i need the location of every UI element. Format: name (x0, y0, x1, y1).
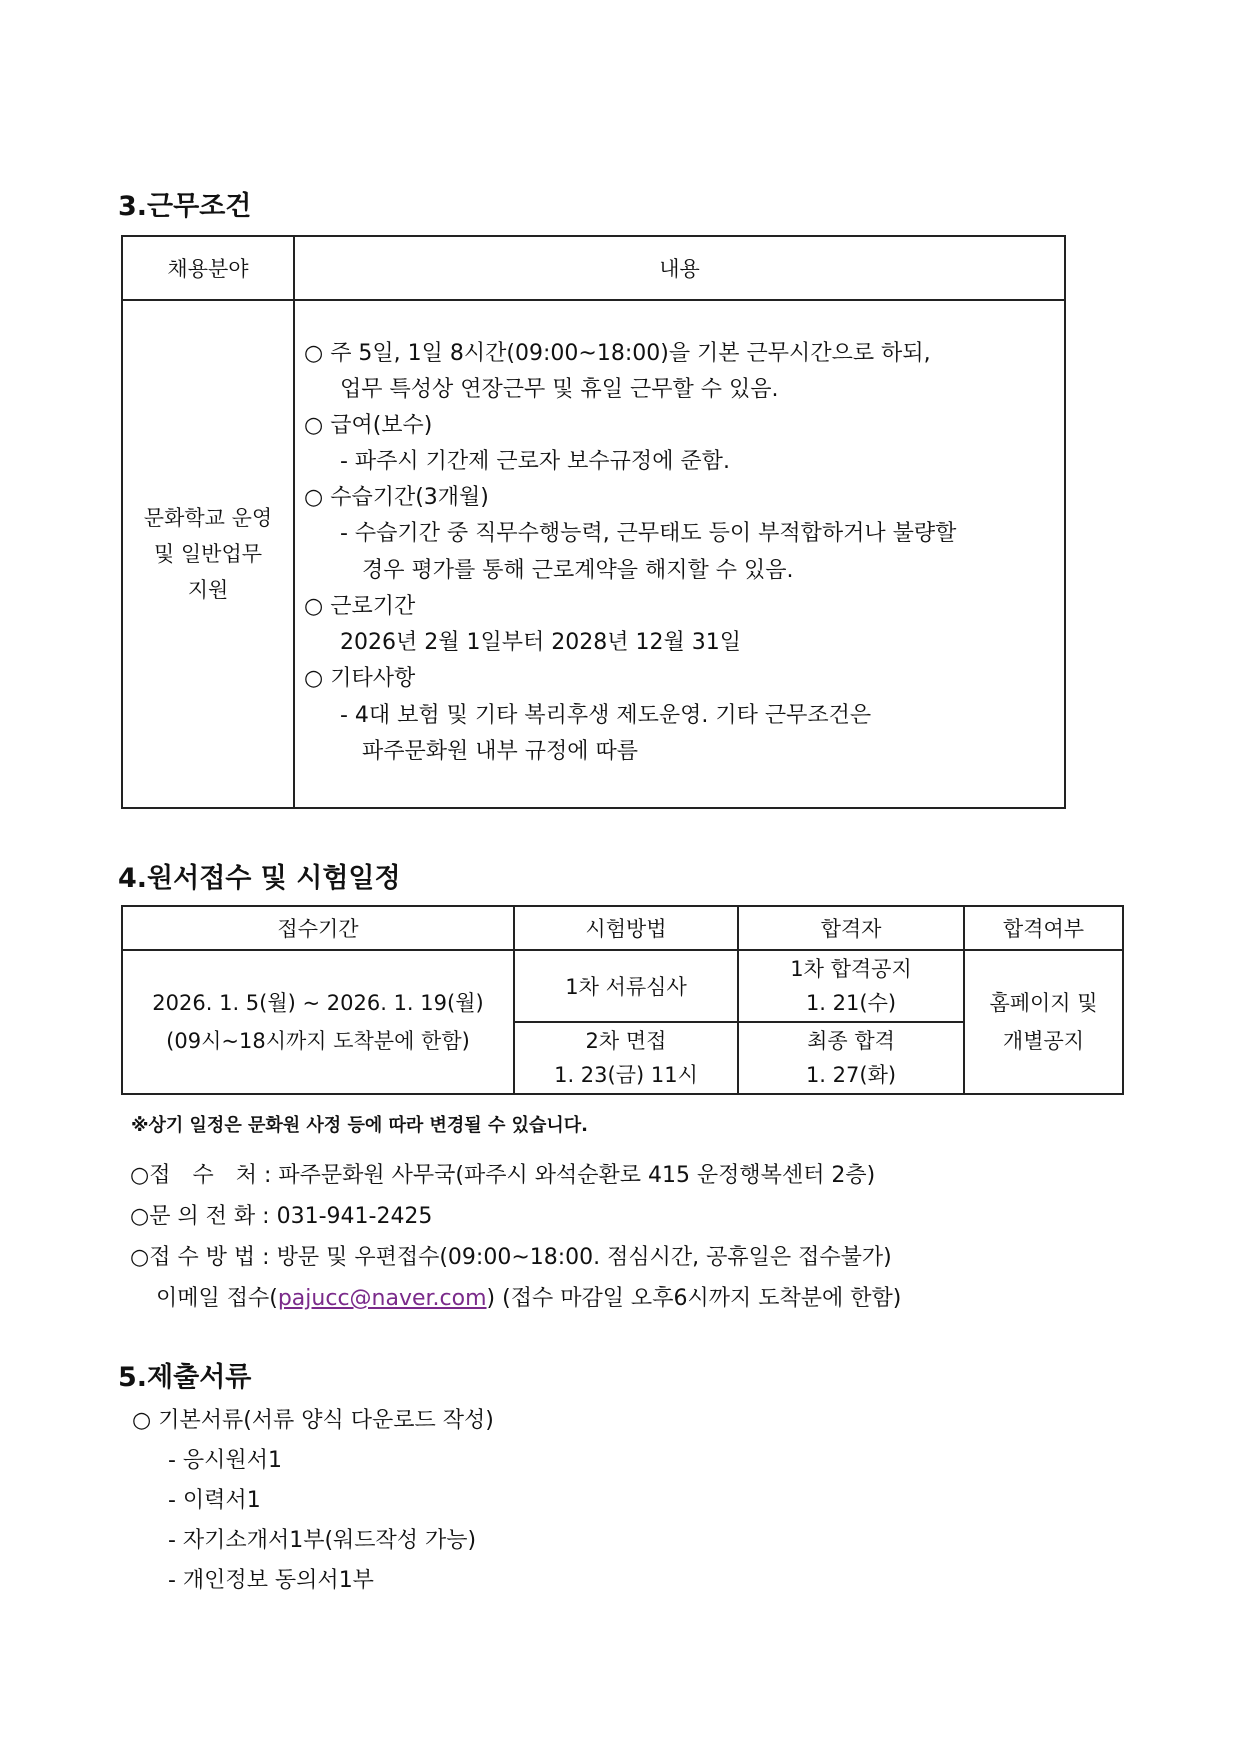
condition-line: ○ 주 5일, 1일 8시간(09:00~18:00)을 기본 근무시간으로 하되, (304, 341, 931, 366)
info-place: ○접 수 처 : 파주문화원 사무국(파주시 와석순환로 415 운정행복센터 2층) (130, 1163, 876, 1188)
header-method: 시험방법 (514, 906, 738, 950)
condition-line: 파주문화원 내부 규정에 따름 (362, 739, 639, 764)
condition-line: - 수습기간 중 직무수행능력, 근무태도 등이 부적합하거나 불량할 (340, 521, 957, 546)
field-cell (122, 300, 294, 808)
info-method: ○접 수 방 법 : 방문 및 우편접수(09:00~18:00. 점심시간, 공휴일은 접수불가) (130, 1245, 892, 1270)
method-2 (514, 1022, 738, 1094)
period-date: 2026. 1. 5(월) ~ 2026. 1. 19(월) (152, 991, 484, 1015)
condition-line: 경우 평가를 통해 근로계약을 해지할 수 있음. (362, 558, 794, 583)
result-line: 홈페이지 및 (989, 991, 1098, 1015)
pass-1-label: 1차 합격공지 (790, 957, 912, 981)
header-period: 접수기간 (122, 906, 514, 950)
condition-line: ○ 수습기간(3개월) (304, 485, 489, 510)
info-email-line (156, 1281, 901, 1312)
header-field: 채용분야 (122, 236, 294, 300)
method-1: 1차 서류심사 (514, 950, 738, 1022)
condition-line: ○ 근로기간 (304, 594, 416, 619)
document-item: - 개인정보 동의서1부 (168, 1568, 374, 1593)
header-result: 합격여부 (964, 906, 1123, 950)
method-2-date: 1. 23(금) 11시 (554, 1063, 698, 1087)
pass-2-date: 1. 27(화) (805, 1063, 897, 1087)
header-content: 내용 (294, 236, 1065, 300)
method-2-label: 2차 면접 (585, 1029, 667, 1053)
document-item: - 자기소개서1부(워드작성 가능) (168, 1528, 477, 1553)
result-line: 개별공지 (1002, 1029, 1085, 1053)
email-suffix: ) (접수 마감일 오후6시까지 도착분에 한함) (486, 1286, 902, 1311)
condition-line: ○ 기타사항 (304, 666, 416, 691)
condition-line: 업무 특성상 연장근무 및 휴일 근무할 수 있음. (340, 377, 779, 402)
condition-line: - 파주시 기간제 근로자 보수규정에 준함. (340, 449, 730, 474)
pass-1-date: 1. 21(수) (805, 991, 897, 1015)
field-line: 문화학교 운영 (143, 506, 273, 530)
info-phone: ○문 의 전 화 : 031-941-2425 (130, 1204, 433, 1229)
condition-line: 2026년 2월 1일부터 2028년 12월 31일 (340, 630, 741, 655)
email-link[interactable]: pajucc@naver.com (277, 1286, 487, 1311)
schedule-table (121, 905, 1124, 1095)
section-5-title: 5.제출서류 (118, 1362, 252, 1393)
header-pass: 합격자 (738, 906, 964, 950)
section-4-title: 4.원서접수 및 시험일정 (118, 863, 401, 894)
pass-1 (738, 950, 964, 1022)
condition-line: ○ 급여(보수) (304, 413, 433, 438)
period-time: (09시~18시까지 도착분에 한함) (166, 1029, 470, 1053)
field-line: 지원 (187, 578, 229, 602)
period-cell (122, 950, 514, 1094)
documents-heading: ○ 기본서류(서류 양식 다운로드 작성) (132, 1408, 494, 1433)
document-item: - 응시원서1 (168, 1448, 282, 1473)
document-item: - 이력서1 (168, 1488, 261, 1513)
section-3-title: 3.근무조건 (118, 191, 252, 222)
email-prefix: 이메일 접수( (156, 1286, 278, 1311)
pass-2-label: 최종 합격 (807, 1029, 895, 1053)
result-cell (964, 950, 1123, 1094)
pass-2 (738, 1022, 964, 1094)
condition-line: - 4대 보험 및 기타 복리후생 제도운영. 기타 근무조건은 (340, 703, 872, 728)
field-line: 및 일반업무 (153, 542, 263, 566)
schedule-note: ※상기 일정은 문화원 사정 등에 따라 변경될 수 있습니다. (131, 1115, 589, 1136)
